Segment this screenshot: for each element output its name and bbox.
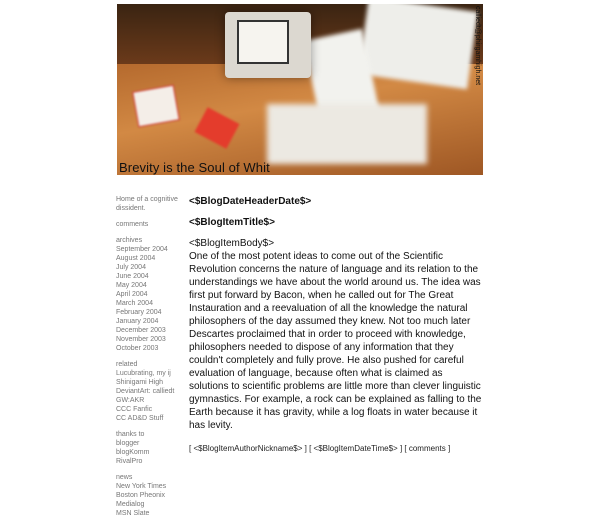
archive-link[interactable]: November 2003 (116, 336, 166, 343)
archive-link[interactable]: July 2004 (116, 264, 146, 271)
thanks-link[interactable]: RivalPro (116, 458, 143, 465)
post-datetime-link[interactable]: [ <$BlogItemDateTime$> ] (309, 444, 403, 453)
related-link[interactable]: Shinigami High (116, 379, 164, 386)
archive-link[interactable]: December 2003 (116, 327, 166, 334)
news-link[interactable]: MSN Slate (116, 510, 150, 517)
archive-link[interactable]: March 2004 (116, 300, 153, 307)
banner-laptop-screen (237, 20, 289, 64)
main-content (189, 195, 484, 455)
related-link[interactable]: CCC Fanfic (116, 406, 153, 413)
archive-link[interactable]: April 2004 (116, 291, 148, 298)
blog-description: Home of a cognitive dissident. (116, 196, 178, 212)
banner-laptop (225, 12, 311, 78)
post-title: <$BlogItemTitle$> (189, 217, 275, 228)
archive-link[interactable]: October 2003 (116, 345, 159, 352)
thanks-block (116, 430, 182, 466)
related-link[interactable]: CC AD&D Stuff (116, 415, 164, 422)
sidebar (116, 195, 182, 525)
banner-email: calliedt@phirgamhigh.net (474, 6, 481, 86)
thanks-heading: thanks to (116, 431, 145, 438)
archive-link[interactable]: February 2004 (116, 309, 162, 316)
banner-paper (358, 4, 478, 89)
header-banner (117, 4, 483, 175)
archive-link[interactable]: May 2004 (116, 282, 147, 289)
thanks-link[interactable]: blogKomm (116, 449, 150, 456)
archive-link[interactable]: January 2004 (116, 318, 159, 325)
post-comments-link[interactable]: [ comments ] (404, 444, 451, 453)
banner-paper (267, 104, 427, 164)
news-link[interactable]: Boston Pheonix (116, 492, 166, 499)
post-footer (189, 442, 484, 455)
related-block (116, 360, 182, 423)
blog-title: Brevity is the Soul of Whit (119, 160, 270, 175)
related-link[interactable]: GW:AKR (116, 397, 145, 404)
sidebar-comments-block (116, 220, 182, 229)
post-author: [ <$BlogItemAuthorNickname$> ] (189, 444, 307, 453)
post-date-header: <$BlogDateHeaderDate$> (189, 196, 312, 207)
news-link[interactable]: New York Times (116, 483, 167, 490)
post-body: One of the most potent ideas to come out of the Scientific Revolution concerns the nature of language and its relation to the understandings we have about the world around us. The idea was first put forward by Bacon, when he called out for The Great Instauration and a reevaluation of all the knowledge the natural philosophers of the day assumed they knew. Not too much later Descartes proclaimed that in order to proceed with knowledge, philosophers needed to dispose of any information that they couldn't completely and fully prove. He also pushed for careful evaluation of language, because often what is claimed as solutions to scientific problems are little more than clever linguistic gymnastics. For example, a rock can be explained as falling to the Earth because it has gravity, while a log floats in water because it has levity. (189, 251, 482, 431)
news-block (116, 473, 182, 518)
archive-link[interactable]: August 2004 (116, 255, 156, 262)
archives-block (116, 236, 182, 353)
archive-link[interactable]: June 2004 (116, 273, 149, 280)
news-heading: news (116, 474, 133, 481)
sidebar-description-block (116, 195, 182, 213)
related-link[interactable]: DeviantArt: calliedt (116, 388, 175, 395)
news-link[interactable]: Medialog (116, 501, 145, 508)
archive-link[interactable]: September 2004 (116, 246, 168, 253)
post-body-tag: <$BlogItemBody$> (189, 238, 275, 249)
banner-card (132, 85, 180, 128)
thanks-link[interactable]: blogger (116, 440, 140, 447)
related-link[interactable]: Lucubrating, my ij (116, 370, 171, 377)
archives-heading: archives (116, 237, 143, 244)
comments-link[interactable]: comments (116, 221, 149, 228)
related-heading: related (116, 361, 138, 368)
